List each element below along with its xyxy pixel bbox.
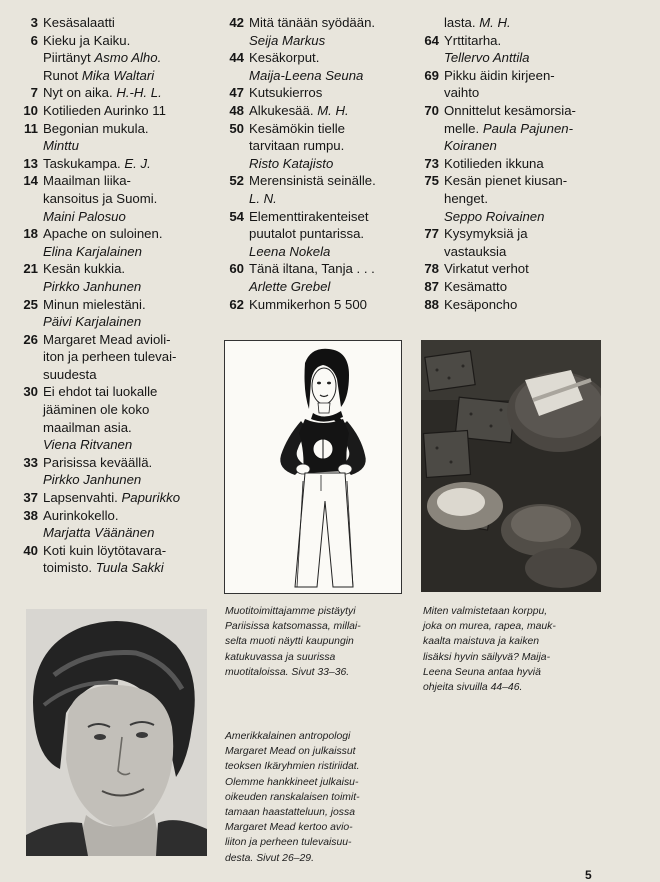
toc-author: Päivi Karjalainen <box>43 314 142 330</box>
toc-entry <box>18 507 216 542</box>
caption-line: desta. Sivut 26–29. <box>225 852 314 864</box>
fashion-illustration <box>224 340 402 594</box>
toc-title-line: Kesäponcho <box>444 296 518 312</box>
toc-entry <box>224 260 418 295</box>
caption-line: Olemme hankkineet julkaisu- <box>225 776 359 788</box>
caption-line: tamaan haastatteluun, jossa <box>225 807 355 819</box>
toc-author: Viena Ritvanen <box>43 437 133 453</box>
toc-entry <box>18 14 216 32</box>
toc-title-line: vastauksia <box>444 243 507 259</box>
toc-author: Papurikko <box>121 490 181 506</box>
toc-entry <box>224 102 418 120</box>
page-ref-number: 62 <box>229 296 244 312</box>
toc-entry-text <box>444 32 624 67</box>
toc-entry-text <box>444 102 624 155</box>
caption-line: Amerikkalainen antropologi <box>225 731 351 742</box>
page-ref-number: 6 <box>30 32 38 48</box>
toc-title-line: Aurinkokello. <box>43 507 119 523</box>
page-ref-number: 38 <box>23 507 38 523</box>
toc-title-line: suudesta <box>43 366 97 382</box>
toc-title-line: Yrttitarha. <box>444 32 502 48</box>
toc-entry <box>424 260 624 278</box>
caption-line: Miten valmistetaan korppu, <box>423 606 548 617</box>
caption-line: katukuvassa ja suurissa <box>225 651 336 663</box>
toc-entry <box>424 14 624 32</box>
caption-line: teoksen Ikäryhmien ristiriidat. <box>225 761 360 773</box>
toc-author: Mika Waltari <box>81 67 155 83</box>
page-ref-number: 33 <box>23 454 38 470</box>
toc-entry-text <box>43 454 216 489</box>
toc-entry <box>18 172 216 225</box>
toc-title-line: maailman asia. <box>43 419 132 435</box>
page-ref-number: 11 <box>24 120 38 136</box>
toc-author: H.-H. L. <box>116 85 162 101</box>
toc-title-line: Kummikerhon 5 500 <box>249 296 368 312</box>
toc-title-line: Alkukesää. M. H. <box>249 102 349 118</box>
toc-entry-text <box>249 102 418 120</box>
page-ref-number: 13 <box>23 155 38 171</box>
page-ref-number: 3 <box>30 15 38 30</box>
toc-entry-text <box>444 260 624 278</box>
caption-line: muotitaloissa. Sivut 33–36. <box>225 666 350 678</box>
toc-title-line: tarvitaan rumpu. <box>249 138 345 154</box>
toc-entry-text <box>249 208 418 261</box>
toc-entry-text <box>444 296 624 314</box>
toc-author: Marjatta Väänänen <box>43 525 155 541</box>
toc-entry <box>224 296 418 314</box>
toc-author: Seija Markus <box>249 32 326 48</box>
toc-entry <box>424 296 624 314</box>
toc-author: M. H. <box>317 102 349 118</box>
toc-title-line: Mitä tänään syödään. <box>249 15 376 30</box>
page-number: 5 <box>585 868 592 882</box>
toc-title-line: Ei ehdot tai luokalle <box>43 384 158 400</box>
toc-title-line: Tänä iltana, Tanja . . . <box>249 261 375 277</box>
toc-entry-text <box>249 14 418 49</box>
page-ref-number: 50 <box>229 120 244 136</box>
toc-title-line: Lapsenvahti. Papurikko <box>43 490 181 506</box>
toc-entry-text <box>43 14 216 32</box>
page-ref-number: 87 <box>424 278 439 294</box>
toc-entry-text <box>249 84 418 102</box>
page-ref-number: 48 <box>229 102 244 118</box>
toc-entry <box>18 331 216 384</box>
toc-entry <box>424 102 624 155</box>
toc-title-line: Kysymyksiä ja <box>444 226 528 242</box>
toc-entry-text <box>444 155 624 173</box>
toc-entry-text <box>43 296 216 331</box>
toc-entry-text <box>444 14 624 32</box>
page-ref-number: 10 <box>23 102 38 118</box>
toc-entry-text <box>444 67 624 102</box>
caption-line: Margaret Mead on julkaissut <box>225 746 356 758</box>
toc-author: Asmo Alho. <box>94 50 162 66</box>
toc-title-line: Kesäkorput. <box>249 50 320 66</box>
toc-title-line: melle. Paula Pajunen- <box>444 120 574 136</box>
toc-entry <box>224 84 418 102</box>
toc-entry <box>224 172 418 207</box>
page-ref-number: 52 <box>229 173 244 189</box>
toc-title-line: Parisissa keväällä. <box>43 454 153 470</box>
toc-author: Leena Nokela <box>249 243 331 259</box>
toc-entry-text <box>43 507 216 542</box>
page-ref-number: 88 <box>424 296 439 312</box>
toc-title-line: Kotilieden ikkuna <box>444 155 544 171</box>
toc-title-line: Virkatut verhot <box>444 261 529 277</box>
caption-line: selta muoti näytti kaupungin <box>225 636 354 648</box>
toc-entry-text <box>249 260 418 295</box>
toc-title-line: lasta. M. H. <box>444 15 511 30</box>
margaret-mead-portrait <box>26 609 207 856</box>
toc-title-line: Piirtänyt Asmo Alho. <box>43 50 162 66</box>
caption-line: Pariisissa katsomassa, millai- <box>225 621 361 633</box>
toc-title-line: Nyt on aika. H.-H. L. <box>43 85 162 101</box>
toc-title-line: Koti kuin löytötavara- <box>43 542 167 558</box>
toc-entry <box>424 67 624 102</box>
toc-title-line: jääminen ole koko <box>43 402 150 418</box>
page-ref-number: 69 <box>424 67 439 83</box>
toc-title-line: Kotilieden Aurinko 11 <box>43 102 166 118</box>
toc-entry <box>224 120 418 173</box>
toc-author: Tellervo Anttila <box>444 50 530 66</box>
toc-author: Seppo Roivainen <box>444 208 545 224</box>
toc-entry-text <box>43 120 216 155</box>
toc-entry-text <box>249 49 418 84</box>
page-ref-number: 60 <box>229 261 244 277</box>
toc-entry-text <box>444 225 624 260</box>
toc-entry-text <box>43 84 216 102</box>
page-ref-number: 18 <box>23 226 38 242</box>
toc-entry <box>424 32 624 67</box>
toc-entry <box>18 32 216 85</box>
toc-author: Pirkko Janhunen <box>43 278 142 294</box>
toc-title-line <box>249 190 418 208</box>
toc-entry-text <box>249 172 418 207</box>
toc-title-line: Taskukampa. E. J. <box>43 155 151 171</box>
toc-entry <box>18 296 216 331</box>
toc-title-line: Kesäsalaatti <box>43 15 115 30</box>
toc-author: M. H. <box>479 15 511 30</box>
toc-entry <box>18 225 216 260</box>
toc-author: Arlette Grebel <box>249 278 331 294</box>
page-ref-number: 25 <box>23 296 38 312</box>
page-ref-number: 7 <box>30 85 38 101</box>
toc-entry-text <box>43 102 216 120</box>
toc-title-line: Kutsukierros <box>249 85 323 101</box>
toc-column-1 <box>18 14 216 577</box>
toc-column-3 <box>424 14 624 313</box>
toc-entry-text <box>43 225 216 260</box>
toc-title-line: Merensinistä seinälle. <box>249 173 376 189</box>
toc-entry <box>424 225 624 260</box>
toc-entry-text <box>43 489 216 507</box>
toc-entry-text <box>43 383 216 453</box>
toc-entry <box>18 102 216 120</box>
page-ref-number: 14 <box>23 173 38 189</box>
toc-title-line: Begonian mukula. <box>43 120 149 136</box>
page-ref-number: 30 <box>23 384 38 400</box>
toc-title-line: iton ja perheen tulevai- <box>43 349 177 365</box>
toc-title-line: kansoitus ja Suomi. <box>43 190 158 206</box>
toc-entry <box>424 278 624 296</box>
toc-entry <box>18 454 216 489</box>
toc-entry-text <box>43 260 216 295</box>
caption-line: oikeuden ranskalaisen toimit- <box>225 791 360 803</box>
toc-author: Paula Pajunen- <box>482 120 574 136</box>
toc-author: Tuula Sakki <box>95 560 164 576</box>
toc-title-line: henget. <box>444 190 488 206</box>
toc-title-line: Kesämatto <box>444 278 508 294</box>
toc-entry-text <box>43 172 216 225</box>
toc-title-line: Elementtirakenteiset <box>249 208 369 224</box>
toc-entry <box>224 14 418 49</box>
page-ref-number <box>424 14 444 32</box>
caption-line: Leena Seuna antaa hyviä <box>423 666 541 678</box>
caption-line: liiton ja perheen tulevaisuu- <box>225 837 352 849</box>
page-ref-number: 42 <box>229 15 244 30</box>
toc-entry <box>18 260 216 295</box>
toc-author: L. N. <box>249 190 277 206</box>
toc-entry <box>224 208 418 261</box>
toc-entry-text <box>43 155 216 173</box>
toc-entry-text <box>43 32 216 85</box>
page-ref-number: 75 <box>424 173 439 189</box>
page-ref-number: 54 <box>229 208 244 224</box>
toc-title-line: Maailman liika- <box>43 173 131 189</box>
page-ref-number: 73 <box>424 155 439 171</box>
toc-entry-text <box>249 296 418 314</box>
toc-title-line: Pikku äidin kirjeen- <box>444 67 555 83</box>
page-ref-number: 21 <box>23 261 38 277</box>
caption-line: lisäksi hyvin säilyvä? Maija- <box>423 651 551 663</box>
toc-author: Maija-Leena Seuna <box>249 67 364 83</box>
fashion-caption <box>225 604 410 680</box>
toc-author: Risto Katajisto <box>249 155 334 171</box>
toc-entry-text <box>249 120 418 173</box>
page-ref-number: 70 <box>424 102 439 118</box>
toc-title-line: Kieku ja Kaiku. <box>43 32 131 48</box>
toc-title-line: Kesämökin tielle <box>249 120 346 136</box>
toc-entry <box>424 172 624 225</box>
toc-entry <box>224 49 418 84</box>
toc-entry <box>18 383 216 453</box>
rusk-bread-photo <box>421 340 601 592</box>
caption-line: Margaret Mead kertoo avio- <box>225 822 353 834</box>
toc-title-line: Onnittelut kesämorsia- <box>444 102 576 118</box>
toc-author: Maini Palosuo <box>43 208 126 224</box>
toc-title-line: Minun mielestäni. <box>43 296 146 312</box>
toc-entry <box>18 155 216 173</box>
toc-title-line: Margaret Mead avioli- <box>43 331 171 347</box>
page-ref-number: 77 <box>424 226 439 242</box>
page-ref-number: 44 <box>229 50 244 66</box>
toc-title-line: puutalot puntarissa. <box>249 226 365 242</box>
toc-author: E. J. <box>124 155 151 171</box>
toc-column-2 <box>224 14 418 313</box>
toc-author: Koiranen <box>444 138 497 154</box>
toc-entry-text <box>444 278 624 296</box>
caption-line: ohjeita sivuilla 44–46. <box>423 682 523 694</box>
page-ref-number: 78 <box>424 261 439 277</box>
toc-title-line: Kesän kukkia. <box>43 261 126 277</box>
toc-entry <box>18 542 216 577</box>
toc-entry <box>18 489 216 507</box>
margaret-mead-caption <box>225 729 405 866</box>
page-ref-number: 37 <box>23 490 38 506</box>
toc-title-line: Runot Mika Waltari <box>43 67 155 83</box>
toc-title-line: vaihto <box>444 85 480 101</box>
toc-entry-text <box>43 331 216 384</box>
caption-line: Muotitoimittajamme pistäytyi <box>225 606 356 617</box>
toc-entry <box>18 120 216 155</box>
toc-author: Elina Karjalainen <box>43 243 142 259</box>
toc-author: Pirkko Janhunen <box>43 472 142 488</box>
caption-line: joka on murea, rapea, mauk- <box>423 621 556 633</box>
page-ref-number: 47 <box>229 85 244 101</box>
toc-entry-text <box>43 542 216 577</box>
page-ref-number: 64 <box>424 32 439 48</box>
toc-title-line: toimisto. Tuula Sakki <box>43 560 164 576</box>
rusk-caption <box>423 604 608 695</box>
toc-author: Minttu <box>43 138 79 154</box>
caption-line: kaalta maistuva ja kaiken <box>423 636 540 648</box>
toc-title-line: Kesän pienet kiusan- <box>444 173 568 189</box>
toc-entry <box>18 84 216 102</box>
page-ref-number: 40 <box>23 542 38 558</box>
toc-entry-text <box>444 172 624 225</box>
toc-title-line: Apache on suloinen. <box>43 226 163 242</box>
page-ref-number: 26 <box>23 331 38 347</box>
toc-entry <box>424 155 624 173</box>
